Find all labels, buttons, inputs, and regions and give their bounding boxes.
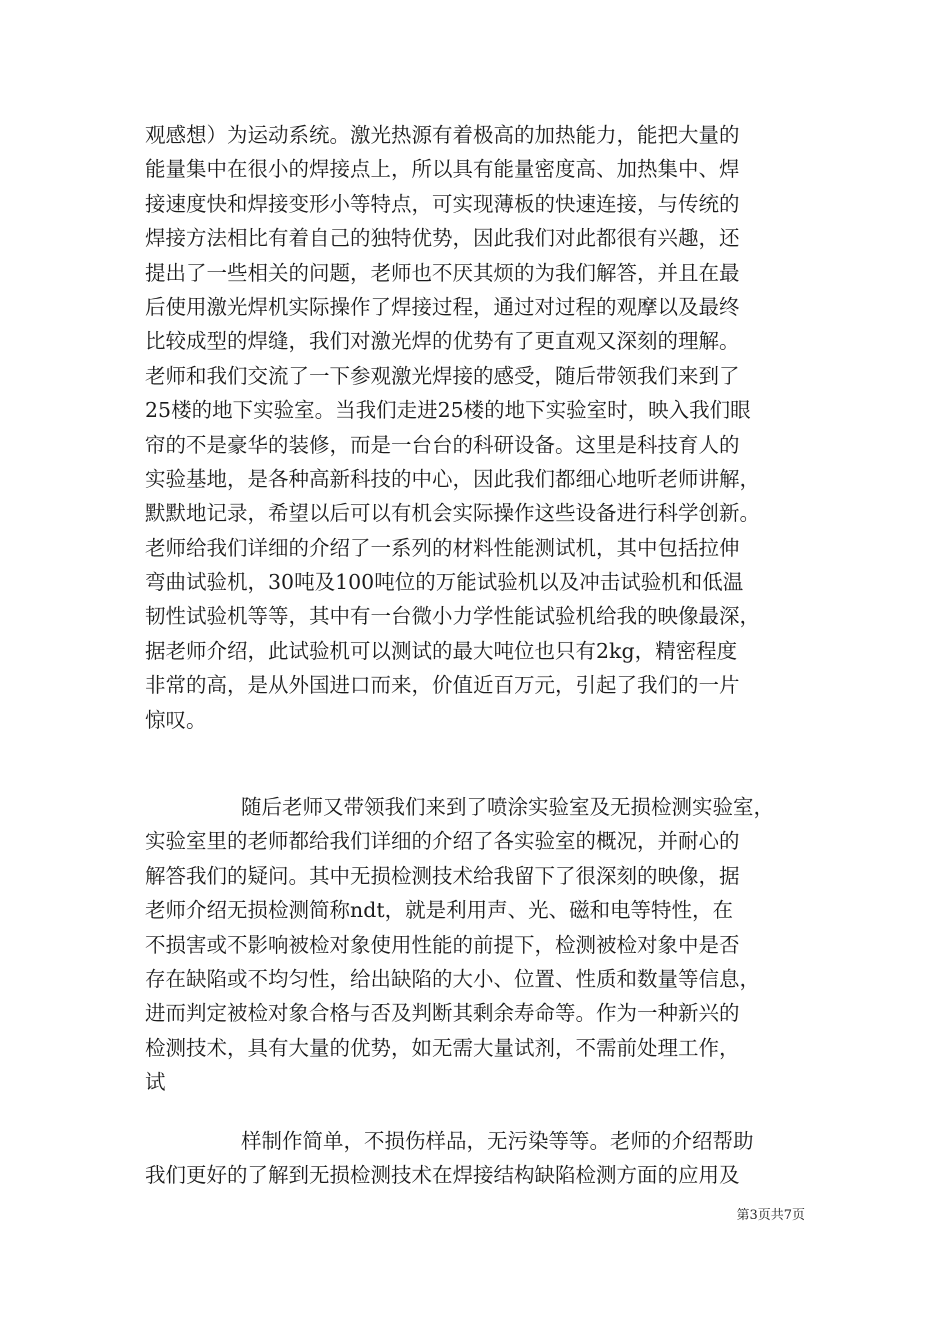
text-line: 随后老师又带领我们来到了喷涂实验室及无损检测实验室， bbox=[241, 795, 774, 819]
text-line: 实验基地，是各种高新科技的中心，因此我们都细心地听老师讲解， bbox=[145, 466, 760, 491]
text-line: 老师和我们交流了一下参观激光焊接的感受，随后带领我们来到了 bbox=[145, 363, 740, 388]
text-line: 能量集中在很小的焊接点上，所以具有能量密度高、加热集中、焊 bbox=[145, 157, 740, 182]
text-line: 样制作简单，不损伤样品，无污染等等。老师的介绍帮助 bbox=[241, 1129, 754, 1153]
text-line: 非常的高，是从外国进口而来，价值近百万元，引起了我们的一片 bbox=[145, 673, 740, 698]
text-line: 我们更好的了解到无损检测技术在焊接结构缺陷检测方面的应用及 bbox=[145, 1163, 740, 1188]
page-number-footer: 第3页共7页 bbox=[736, 1208, 805, 1223]
text-line: 老师介绍无损检测简称ndt，就是利用声、光、磁和电等特性，在 bbox=[145, 898, 734, 923]
paragraph-nondestructive-testing bbox=[145, 790, 810, 1100]
text-line: 存在缺陷或不均匀性，给出缺陷的大小、位置、性质和数量等信息， bbox=[145, 966, 760, 991]
text-line: 接速度快和焊接变形小等特点，可实现薄板的快速连接，与传统的 bbox=[145, 191, 740, 216]
text-line: 老师给我们详细的介绍了一系列的材料性能测试机，其中包括拉伸 bbox=[145, 535, 740, 560]
text-line: 解答我们的疑问。其中无损检测技术给我留下了很深刻的映像，据 bbox=[145, 863, 740, 888]
text-line: 惊叹。 bbox=[145, 707, 207, 732]
text-line: 弯曲试验机，30吨及100吨位的万能试验机以及冲击试验机和低温 bbox=[145, 570, 744, 595]
text-line: 观感想）为运动系统。激光热源有着极高的加热能力，能把大量的 bbox=[145, 123, 740, 147]
text-line: 不损害或不影响被检对象使用性能的前提下，检测被检对象中是否 bbox=[145, 932, 740, 957]
text-line: 提出了一些相关的问题，老师也不厌其烦的为我们解答，并且在最 bbox=[145, 260, 740, 285]
text-line: 焊接方法相比有着自己的独特优势，因此我们对此都很有兴趣，还 bbox=[145, 226, 740, 251]
text-line: 试 bbox=[145, 1070, 166, 1095]
text-line: 默默地记录，希望以后可以有机会实际操作这些设备进行科学创新。 bbox=[145, 501, 760, 526]
text-line: 检测技术，具有大量的优势，如无需大量试剂，不需前处理工作， bbox=[145, 1035, 740, 1060]
text-line: 后使用激光焊机实际操作了焊接过程，通过对过程的观摩以及最终 bbox=[145, 294, 740, 319]
text-line: 进而判定被检对象合格与否及判断其剩余寿命等。作为一种新兴的 bbox=[145, 1001, 740, 1026]
paragraph-continuation bbox=[145, 1124, 810, 1193]
text-line: 韧性试验机等等，其中有一台微小力学性能试验机给我的映像最深， bbox=[145, 604, 760, 629]
text-line: 实验室里的老师都给我们详细的介绍了各实验室的概况，并耐心的 bbox=[145, 829, 740, 854]
paragraph-laser-welding bbox=[145, 118, 810, 737]
text-line: 据老师介绍，此试验机可以测试的最大吨位也只有2kg，精密程度 bbox=[145, 638, 738, 663]
text-line: 比较成型的焊缝，我们对激光焊的优势有了更直观又深刻的理解。 bbox=[145, 329, 740, 354]
text-line: 25楼的地下实验室。当我们走进25楼的地下实验室时，映入我们眼 bbox=[145, 398, 751, 423]
text-line: 帘的不是豪华的装修，而是一台台的科研设备。这里是科技育人的 bbox=[145, 432, 740, 457]
